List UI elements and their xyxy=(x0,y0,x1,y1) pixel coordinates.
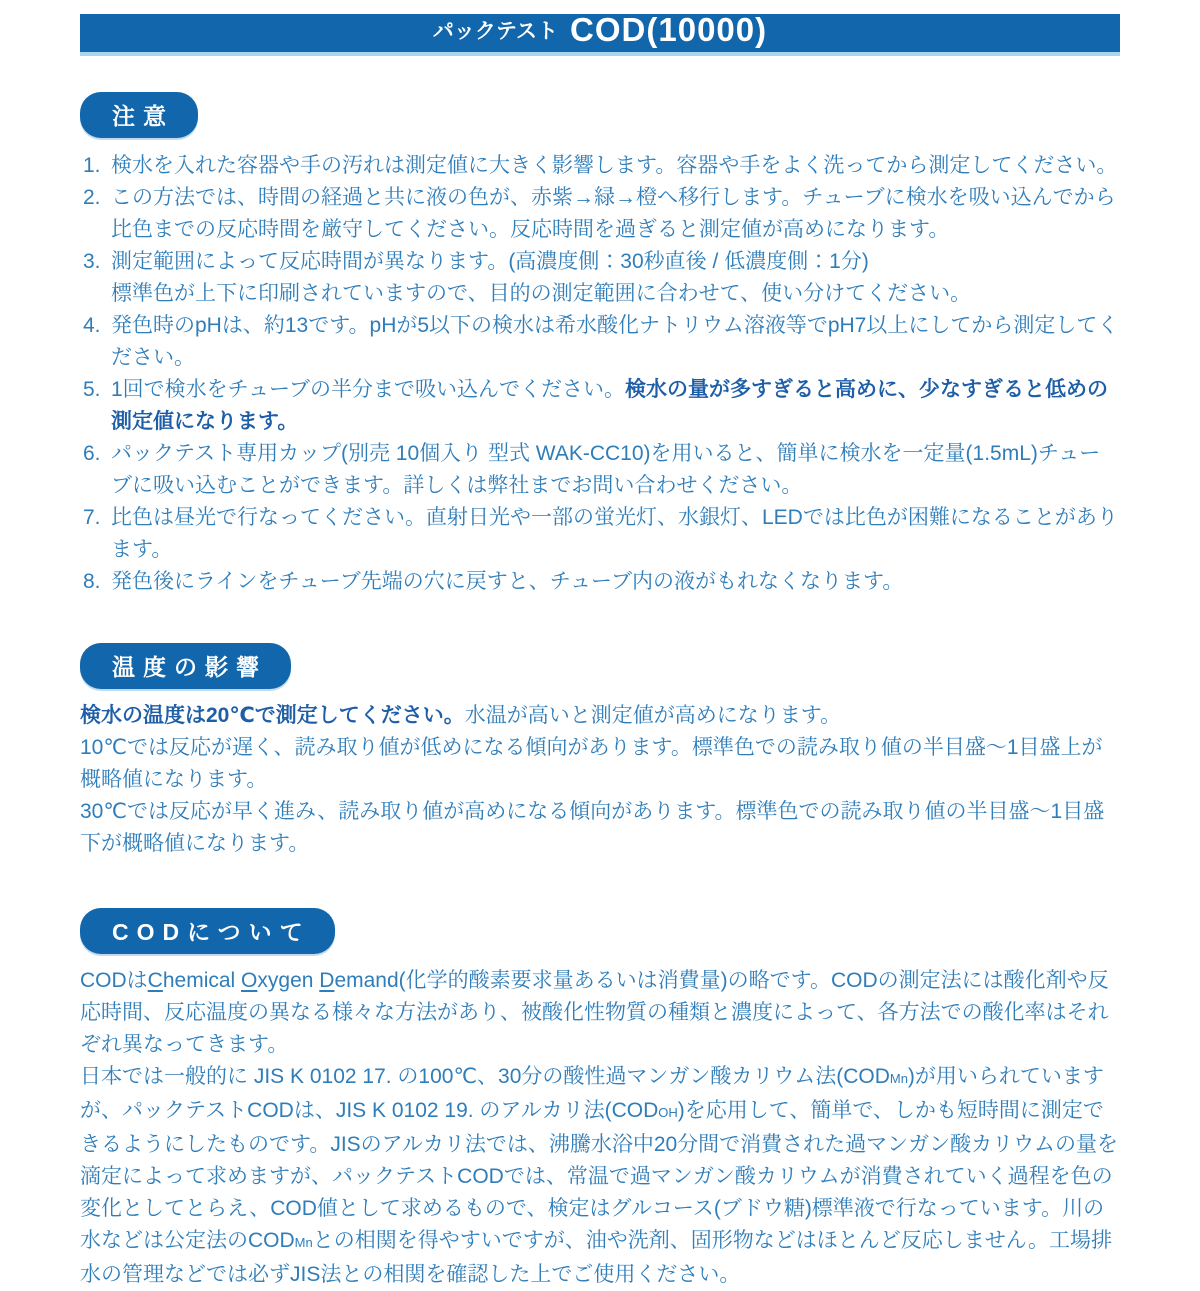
paragraph-text: (化学的酸素要求量あるいは消費量)の略です。CODの測定法には酸化剤や反応時間、反応温度の異なる様々な方法があり、被酸化性物質の種類と濃度によって、各方法での酸化率はそれぞれ異なってきます。 xyxy=(80,969,1109,1056)
brand-name: パックテスト xyxy=(432,20,559,43)
item-number: 6. xyxy=(83,442,101,465)
list-item xyxy=(80,502,1120,566)
paragraph: 10℃では反応が遅く、読み取り値が低めになる傾向があります。標準色での読み取り値の半目盛～1目盛上が概略値になります。 xyxy=(80,736,1103,791)
item-text-bold: 検水の量が多すぎると高めに、少なすぎると低めの測定値になります。 xyxy=(111,378,1108,433)
item-number: 7. xyxy=(83,506,101,529)
item-number: 2. xyxy=(83,186,101,209)
list-item xyxy=(80,150,1120,182)
section-notice xyxy=(80,56,1120,598)
list-item xyxy=(80,566,1120,598)
underlined-letter: O xyxy=(241,969,258,992)
item-text: 1回で検水をチューブの半分まで吸い込んでください。 xyxy=(111,378,625,401)
underlined-letter: D xyxy=(319,969,335,992)
item-text: 発色時のpHは、約13です。pHが5以下の検水は希水酸化ナトリウム溶液等でpH7以上にしてから測定してください。 xyxy=(111,314,1119,369)
item-number: 3. xyxy=(83,250,101,273)
list-item xyxy=(80,310,1120,374)
temperature-text xyxy=(80,700,1120,860)
paragraph-text: hemical xyxy=(162,969,242,992)
item-number: 1. xyxy=(83,154,101,177)
list-item xyxy=(80,246,1120,310)
item-text: この方法では、時間の経過と共に液の色が、赤紫→緑→橙へ移行します。チューブに検水を吸い込んでから比色までの反応時間を厳守してください。反応時間を過ぎると測定値が高めになります。 xyxy=(111,186,1116,241)
item-text: 発色後にラインをチューブ先端の穴に戻すと、チューブ内の液がもれなくなります。 xyxy=(111,570,904,593)
section-badge-notice: 注意 xyxy=(80,92,198,138)
page-header xyxy=(80,11,1120,56)
list-item xyxy=(80,374,1120,438)
underlined-letter: C xyxy=(147,969,163,992)
section-about-cod xyxy=(80,860,1120,1291)
item-text: 比色は昼光で行なってください。直射日光や一部の蛍光灯、水銀灯、LEDでは比色が困難になることがあります。 xyxy=(111,506,1118,561)
item-text: 標準色が上下に印刷されていますので、目的の測定範囲に合わせて、使い分けてください。 xyxy=(111,282,972,305)
paragraph-bold: 検水の温度は20℃で測定してください。 xyxy=(80,704,465,727)
item-number: 5. xyxy=(83,378,101,401)
product-title: COD(10000) xyxy=(570,11,768,48)
item-text: 測定範囲によって反応時間が異なります。(高濃度側：30秒直後 / 低濃度側：1分) xyxy=(111,250,869,273)
list-item xyxy=(80,438,1120,502)
section-temperature xyxy=(80,598,1120,860)
paragraph-text: CODは xyxy=(80,969,148,992)
item-text: パックテスト専用カップ(別売 10個入り 型式 WAK-CC10)を用いると、簡単に検水を一定量(1.5mL)チューブに吸い込むことができます。詳しくは弊社までお問い合わせください。 xyxy=(111,442,1101,497)
about-cod-text xyxy=(80,965,1120,1291)
paragraph-text: emand xyxy=(334,969,399,992)
notice-list xyxy=(80,150,1120,598)
paragraph-text: xygen xyxy=(257,969,320,992)
paragraph-text: 日本では一般的に JIS K 0102 17. の100℃、30分の酸性過マンガン酸カリウム法(COD xyxy=(80,1065,890,1088)
paragraph-text: 水温が高いと測定値が高めになります。 xyxy=(464,704,842,727)
section-badge-temperature: 温度の影響 xyxy=(80,643,291,689)
paragraph xyxy=(80,1061,1120,1291)
paragraph-text: との相関を得やすいですが、油や洗剤、固形物などはほとんど反応しません。工場排水の管理などでは必ずJIS法との相関を確認した上でご使用ください。 xyxy=(80,1229,1112,1286)
paragraph: 30℃では反応が早く進み、読み取り値が高めになる傾向があります。標準色での読み取り値の半目盛～1目盛下が概略値になります。 xyxy=(80,800,1105,855)
section-badge-about-cod: CODについて xyxy=(80,908,335,954)
list-item xyxy=(80,182,1120,246)
subscript-text: Mn xyxy=(294,1235,313,1250)
paragraph xyxy=(80,700,1120,732)
paragraph-text: )を応用して、簡単で、しかも短時間に測定できるようにしたものです。JISのアルカリ法では、沸騰水浴中20分間で消費された過マンガン酸カリウムの量を滴定によって求めますが、パックテストCODでは、常温で過マンガン酸カリウムが消費されていく過程を色の変化としてとらえ、COD値として求めるもので、検定はグルコース(ブドウ糖)標準液で行なっています。川の水などは公定法のCOD xyxy=(80,1099,1118,1252)
subscript-text: Mn xyxy=(889,1071,908,1086)
item-text: 検水を入れた容器や手の汚れは測定値に大きく影響します。容器や手をよく洗ってから測定してください。 xyxy=(111,154,1118,177)
paragraph xyxy=(80,965,1120,1061)
subscript-text: OH xyxy=(658,1105,678,1120)
item-number: 8. xyxy=(83,570,101,593)
item-number: 4. xyxy=(83,314,101,337)
paragraph-text: )が用いられていますが、パックテストCODは、JIS K 0102 19. のアルカリ法(COD xyxy=(80,1065,1104,1122)
